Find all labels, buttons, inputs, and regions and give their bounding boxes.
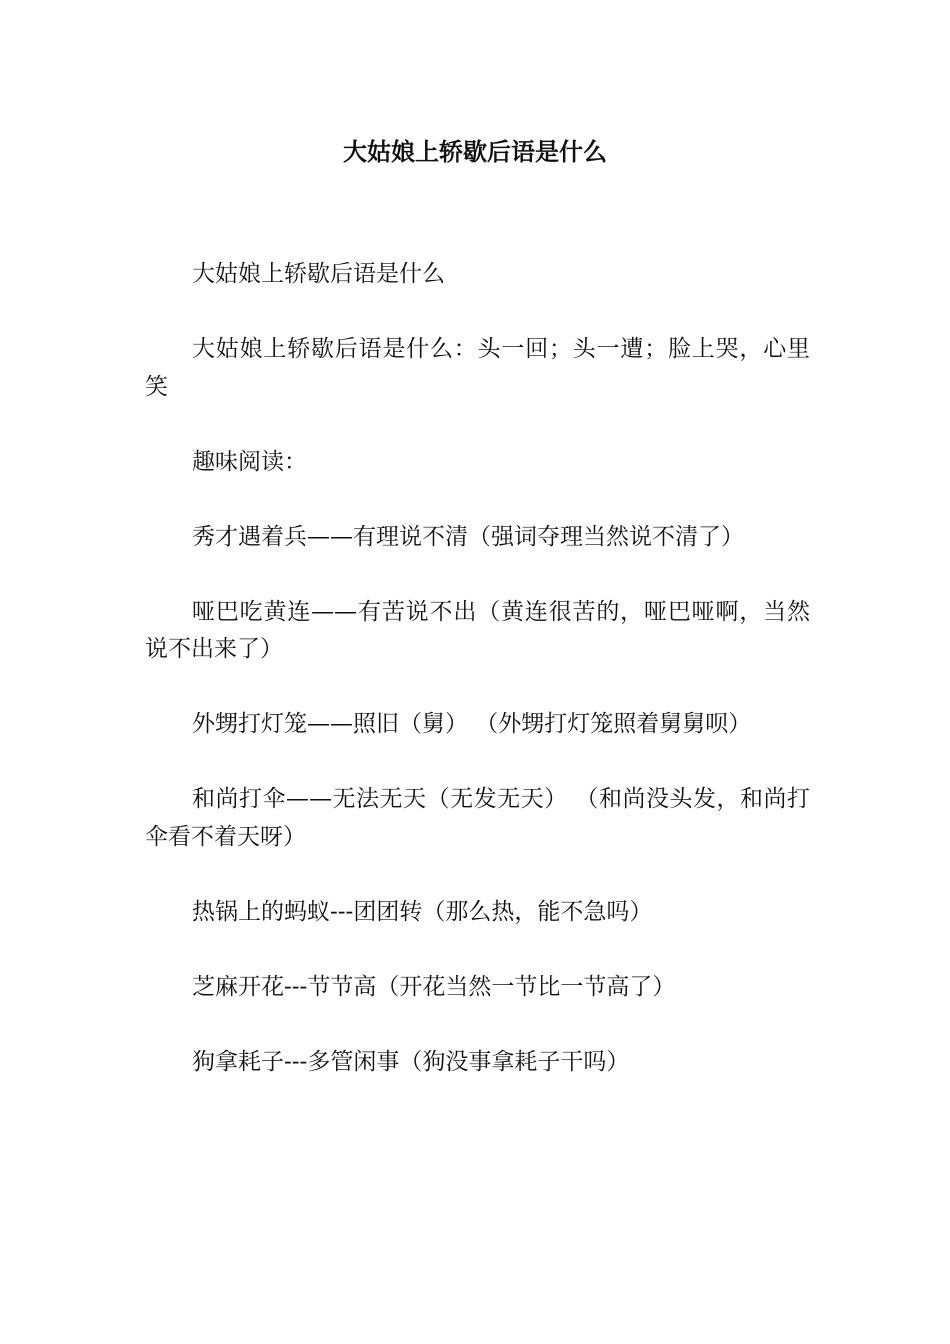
paragraph: 趣味阅读： <box>192 448 307 475</box>
paragraph: 哑巴吃黄连——有苦说不出（黄连很苦的，哑巴哑啊，当然说不出来了） <box>145 598 810 662</box>
paragraph: 秀才遇着兵——有理说不清（强词夺理当然说不清了） <box>192 523 744 550</box>
paragraph: 和尚打伞——无法无天（无发无天） （和尚没头发，和尚打伞看不着天呀） <box>145 786 810 850</box>
document-body <box>145 256 810 1119</box>
paragraph: 外甥打灯笼——照旧（舅） （外甥打灯笼照着舅舅呗） <box>192 711 752 737</box>
paragraph: 大姑娘上轿歇后语是什么：头一回；头一遭；脸上哭，心里笑 <box>145 336 810 400</box>
paragraph: 狗拿耗子---多管闲事（狗没事拿耗子干吗） <box>192 1048 630 1075</box>
paragraph: 大姑娘上轿歇后语是什么 <box>192 261 445 287</box>
document-title: 大姑娘上轿歇后语是什么 <box>343 137 607 166</box>
paragraph: 芝麻开花---节节高（开花当然一节比一节高了） <box>192 973 676 1000</box>
paragraph: 热锅上的蚂蚁---团团转（那么热，能不急吗） <box>192 898 653 925</box>
